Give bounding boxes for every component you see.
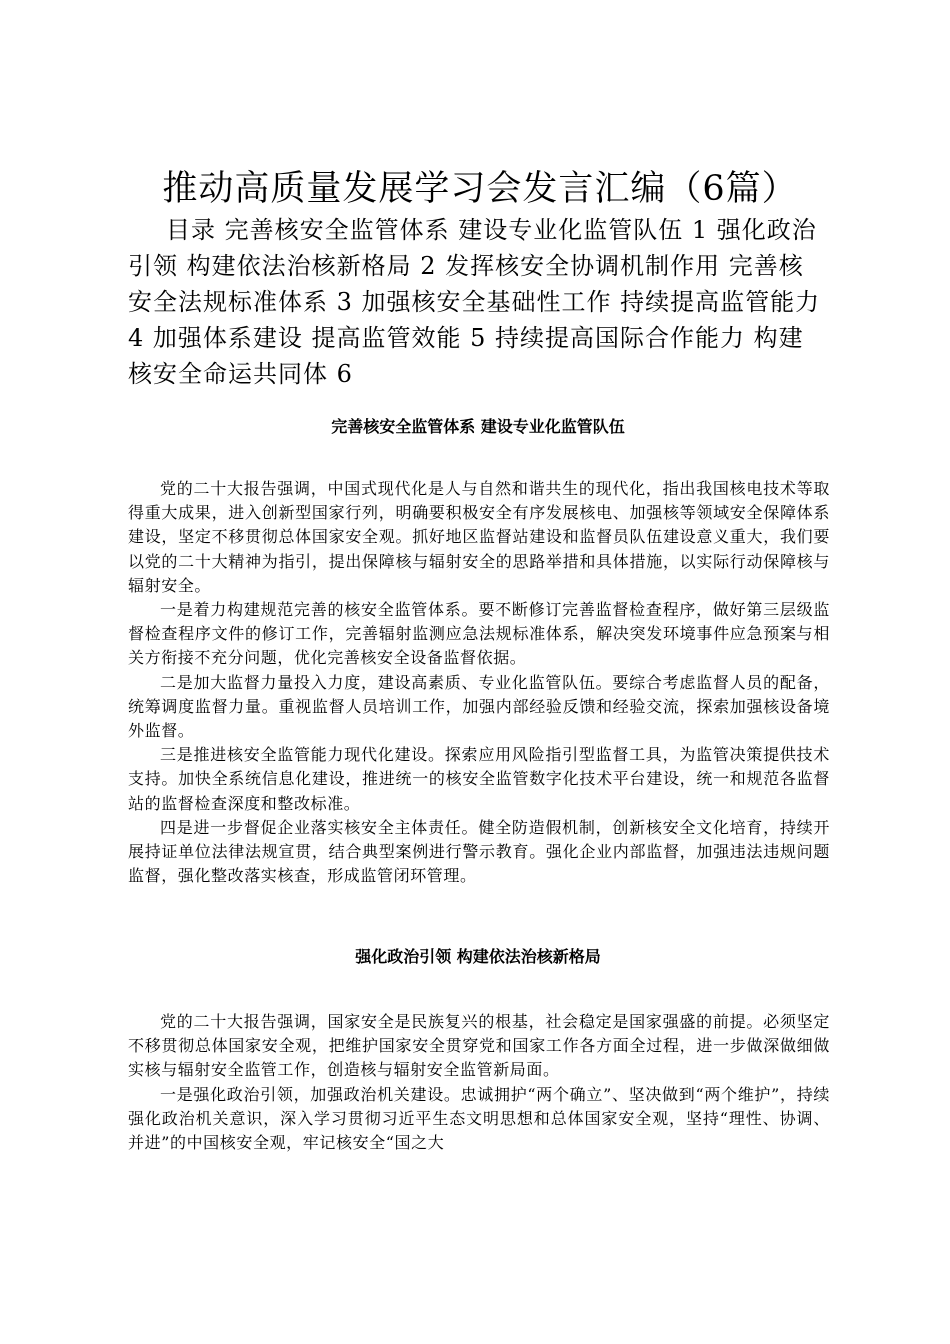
- section-body-1: [128, 477, 830, 888]
- paragraph: 党的二十大报告强调，国家安全是民族复兴的根基，社会稳定是国家强盛的前提。必须坚定不移贯彻总体国家安全观，把维护国家安全贯穿党和国家工作各方面全过程，进一步做深做细做实核与辐射安全监管工作，创造核与辐射安全监管新局面。: [128, 1012, 830, 1080]
- section-heading-1: 完善核安全监管体系 建设专业化监管队伍: [331, 417, 625, 436]
- paragraph: 四是进一步督促企业落实核安全主体责任。健全防造假机制，创新核安全文化培育，持续开展持证单位法律法规宣贯，结合典型案例进行警示教育。强化企业内部监督，加强违法违规问题监督，强化整改落实核查，形成监管闭环管理。: [128, 817, 830, 886]
- paragraph: 一是着力构建规范完善的核安全监管体系。要不断修订完善监督检查程序，做好第三层级监督检查程序文件的修订工作，完善辐射监测应急法规标准体系，解决突发环境事件应急预案与相关方衔接不充分问题，优化完善核安全设备监督依据。: [128, 600, 830, 668]
- paragraph: 三是推进核安全监管能力现代化建设。探索应用风险指引型监督工具，为监管决策提供技术支持。加快全系统信息化建设，推进统一的核安全监管数字化技术平台建设，统一和规范各监督站的监督检查深度和整改标准。: [128, 745, 830, 813]
- table-of-contents: [128, 212, 828, 392]
- section-heading-2: 强化政治引领 构建依法治核新格局: [355, 947, 601, 966]
- toc-text: 目录 完善核安全监管体系 建设专业化监管队伍 1 强化政治引领 构建依法治核新格局 2 发挥核安全协调机制作用 完善核安全法规标准体系 3 加强核安全基础性工作 持续提高监管能力 4 加强体系建设 提高监管效能 5 持续提高国际合作能力 构建核安全命运共同体 6: [128, 216, 821, 388]
- paragraph: 二是加大监督力量投入力度，建设高素质、专业化监管队伍。要综合考虑监督人员的配备，统筹调度监督力量。重视监督人员培训工作，加强内部经验反馈和经验交流，探索加强核设备境外监督。: [128, 672, 830, 741]
- paragraph: 党的二十大报告强调，中国式现代化是人与自然和谐共生的现代化，指出我国核电技术等取得重大成果，进入创新型国家行列，明确要积极安全有序发展核电、加强核等领域安全保障体系建设，坚定不移贯彻总体国家安全观。抓好地区监督站建设和监督员队伍建设意义重大，我们要以党的二十大精神为指引，提出保障核与辐射安全的思路举措和具体措施，以实际行动保障核与辐射安全。: [128, 479, 830, 595]
- paragraph: 一是强化政治引领，加强政治机关建设。忠诚拥护“两个确立”、坚决做到“两个维护”，持续强化政治机关意识，深入学习贯彻习近平生态文明思想和总体国家安全观，坚持“理性、协调、并进”的中国核安全观，牢记核安全“国之大: [128, 1084, 830, 1153]
- section-body-2: [128, 1010, 830, 1155]
- document-title: 推动高质量发展学习会发言汇编（6篇）: [162, 169, 798, 209]
